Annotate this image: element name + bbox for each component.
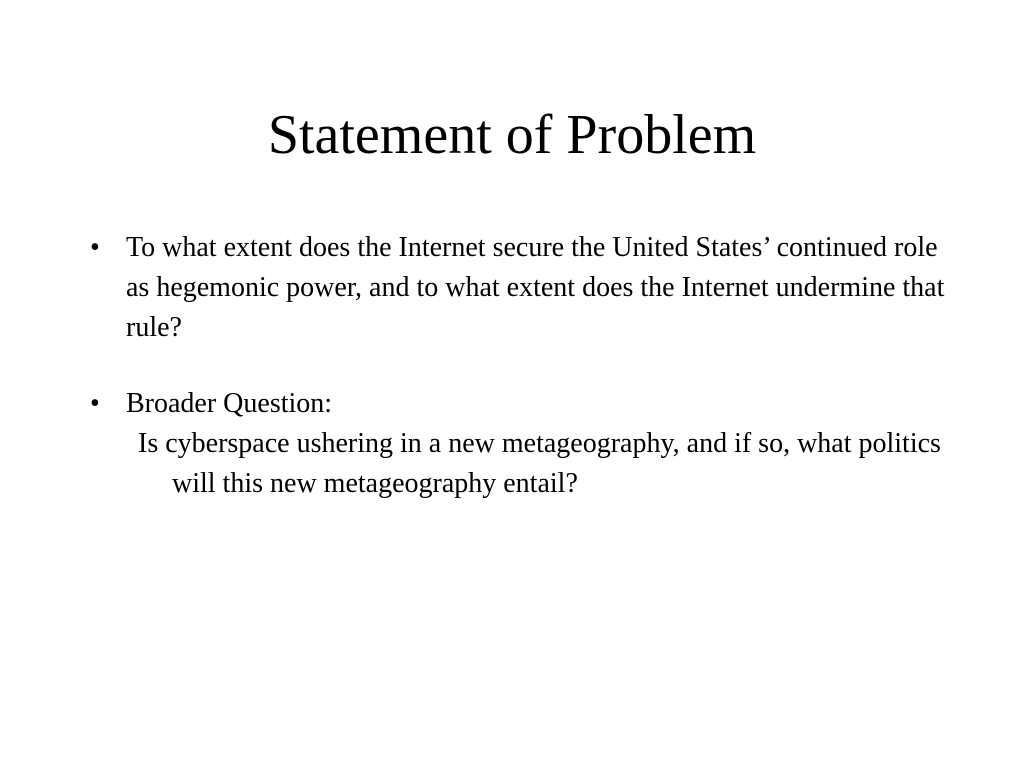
bullet-icon: • — [90, 388, 100, 419]
slide-body — [84, 228, 964, 504]
bullet-item — [84, 384, 964, 424]
bullet-item — [84, 228, 964, 348]
sub-paragraph: Is cyberspace ushering in a new metageography, and if so, what politics will this new metageography entail? — [138, 428, 941, 499]
slide-title: Statement of Problem — [267, 104, 757, 166]
bullet-text: Broader Question: — [126, 388, 333, 419]
bullet-text: To what extent does the Internet secure the United States’ continued role as hegemonic power, and to what extent does the Internet undermine that rule? — [126, 232, 945, 343]
bullet-icon: • — [90, 232, 100, 263]
